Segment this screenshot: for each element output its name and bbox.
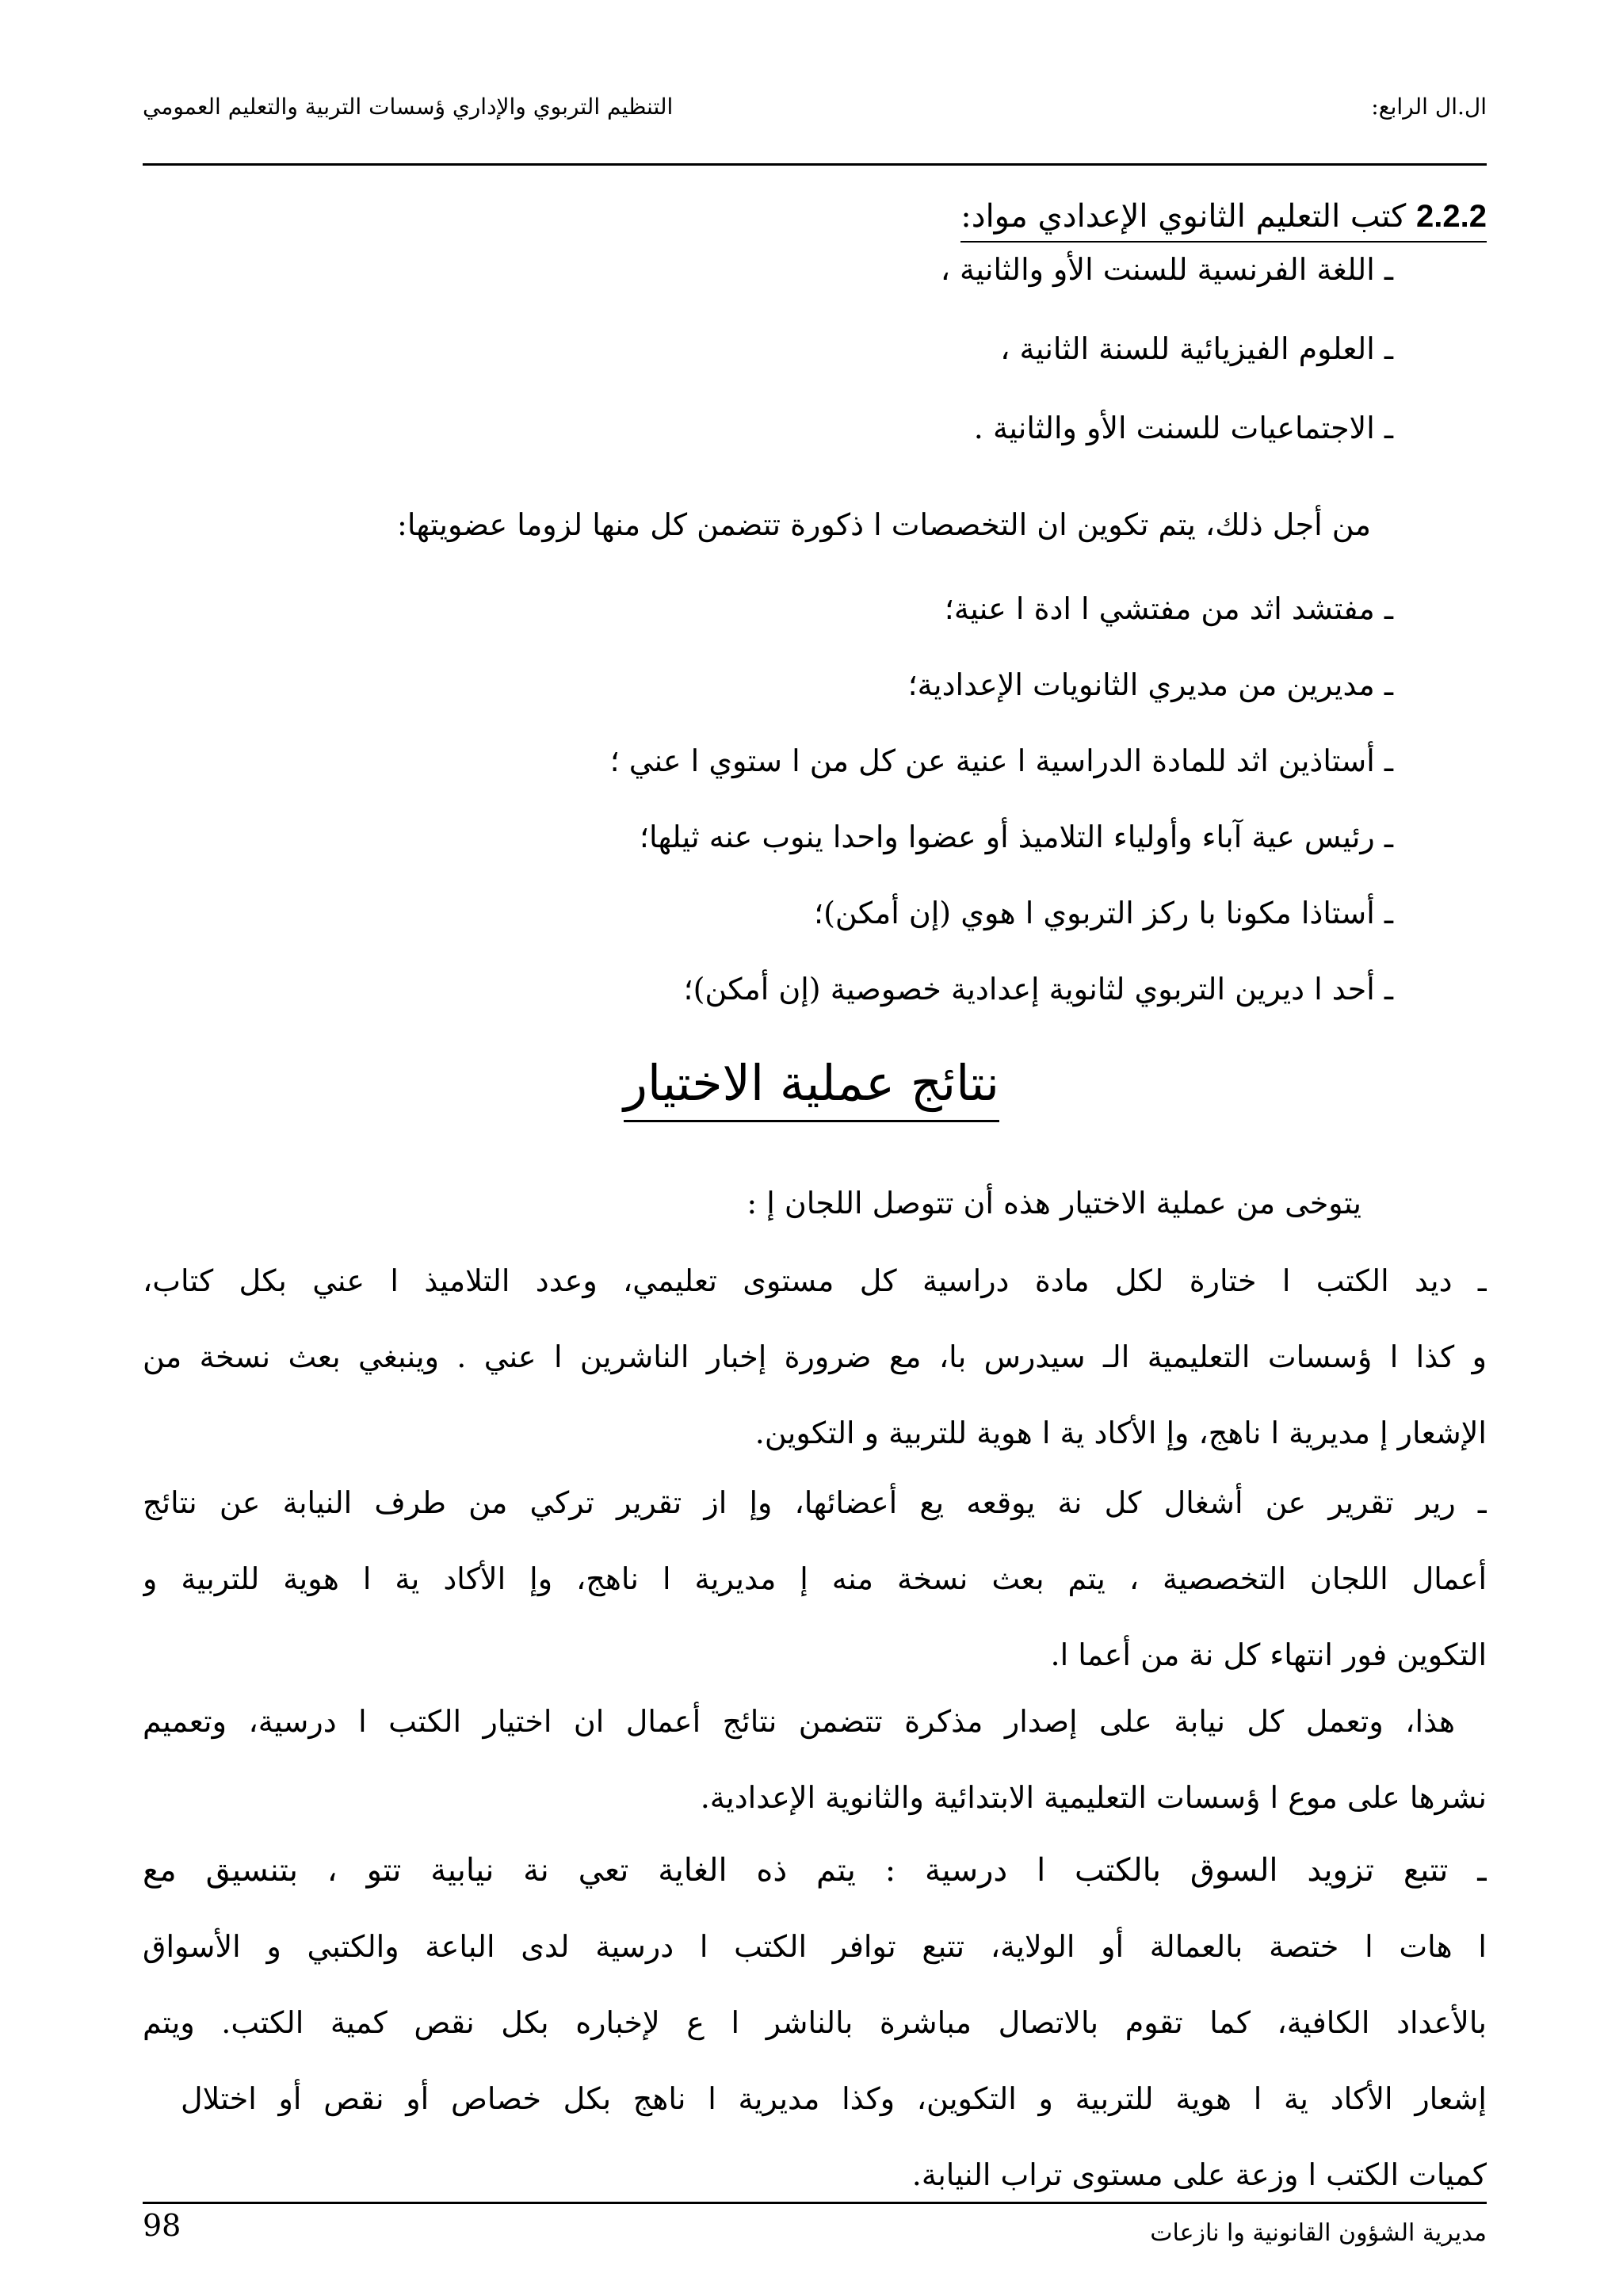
list-item: ـ العلوم الفيزيائية للسنة الثانية ،	[1000, 331, 1393, 366]
page-number: 98	[143, 2208, 181, 2243]
section-number: 2.2.2	[1416, 199, 1487, 234]
paragraph-3	[143, 1683, 1487, 1836]
paragraph-1	[143, 1243, 1487, 1471]
paragraph-line: ا هات ا ختصة بالعمالة أو الولاية، تتبع توافر الكتب ا درسية لدى الباعة والكتبي و الأسواق	[143, 1929, 1487, 1964]
chapter-label: ال.ال الرابع:	[1371, 94, 1487, 120]
paragraph-line: الإشعار إ مديرية ا ناهج، وإ الأكاد ية ا هوية للتربية و التكوين.	[754, 1415, 1487, 1450]
list-item: ـ أستاذين اثد للمادة الدراسية ا عنية عن كل من ا ستوي ا عني ؛	[609, 743, 1393, 778]
list-item: ـ رئيس عية آباء وأولياء التلاميذ أو عضوا واحدا ينوب عنه ثيلها؛	[639, 819, 1393, 854]
page-header	[143, 94, 1487, 141]
list-item: ـ اللغة الفرنسية للسنت الأو والثانية ،	[940, 252, 1393, 287]
paragraph-line: التكوين فور انتهاء كل نة من أعما ا.	[1050, 1637, 1487, 1672]
committee-list	[610, 571, 1393, 1027]
list-item: ـ الاجتماعيات للسنت الأو والثانية .	[973, 411, 1393, 445]
paragraph-line: ـ رير تقرير عن أشغال كل نة يوقعه يع أعضائها، وإ از تقرير تركي من طرف النيابة عن نتائج	[143, 1485, 1487, 1520]
subjects-list	[941, 231, 1393, 466]
paragraph-line: ـ تتبع تزويد السوق بالكتب ا درسية : يتم ذه الغاية تعي نة نيابية تتو ، بتنسيق مع	[143, 1852, 1487, 1889]
paragraph-line: كميات الكتب ا وزعة على مستوى تراب النيابة.	[911, 2157, 1487, 2192]
paragraph-2	[143, 1465, 1487, 1693]
results-title: نتائج عملية الاختيار	[624, 1054, 999, 1122]
paragraph-line: نشرها على موع ا ؤسسات التعليمية الابتدائية والثانوية الإعدادية.	[700, 1780, 1487, 1815]
header-title: التنظيم التربوي والإداري ؤسسات التربية والتعليم العمومي	[143, 94, 674, 120]
section-heading	[960, 198, 1487, 235]
paragraph-line: ـ ديد الكتب ا ختارة لكل مادة دراسية كل مستوى تعليمي، وعدد التلاميذ ا عني بكل كتاب،	[143, 1263, 1487, 1298]
paragraph-line: أعمال اللجان التخصصية ، يتم بعث نسخة منه إ مديرية ا ناهج، وإ الأكاد ية ا هوية للتربية و	[143, 1561, 1487, 1596]
list-item: ـ أحد ا ديرين التربوي لثانوية إعدادية خصوصية (إن أمكن)؛	[683, 972, 1393, 1007]
header-rule	[143, 163, 1487, 166]
paragraph-line: إشعار الأكاد ية ا هوية للتربية و التكوين، وكذا مديرية ا ناهج بكل خصاص أو نقص أو اختلال	[181, 2081, 1487, 2116]
results-intro: يتوخى من عملية الاختيار هذه أن تتوصل اللجان إ :	[747, 1186, 1361, 1221]
footer-rule	[143, 2202, 1487, 2204]
paragraph-4	[143, 1832, 1487, 2213]
list-item: ـ مفتشد اثد من مفتشي ا ادة ا عنية؛	[944, 591, 1393, 626]
section-title: كتب التعليم الثانوي الإعدادي مواد:	[960, 198, 1407, 235]
footer-directorate: مديرية الشؤون القانونية وا نازعات	[1150, 2219, 1487, 2247]
paragraph-line: و كذا ا ؤسسات التعليمية الـ سيدرس با، مع ضرورة إخبار الناشرين ا عني . وينبغي بعث نسخة من	[143, 1339, 1487, 1374]
list-item: ـ أستاذا مكونا با ركز التربوي ا هوي (إن أمكن)؛	[814, 896, 1393, 930]
list-item: ـ مديرين من مديري الثانويات الإعدادية؛	[907, 667, 1393, 702]
paragraph-line: بالأعداد الكافية، كما تقوم بالاتصال مباشرة بالناشر ا ع لإخباره بكل نقص كمية الكتب. ويتم	[143, 2005, 1487, 2040]
committee-intro: من أجل ذلك، يتم تكوين ان التخصصات ا ذكورة تتضمن كل منها لزوما عضويتها:	[397, 507, 1371, 542]
section-title-results	[0, 1054, 1623, 1112]
paragraph-line: هذا، وتعمل كل نيابة على إصدار مذكرة تتضمن نتائج أعمال ان اختيار الكتب ا درسية، وتعميم	[143, 1704, 1455, 1739]
